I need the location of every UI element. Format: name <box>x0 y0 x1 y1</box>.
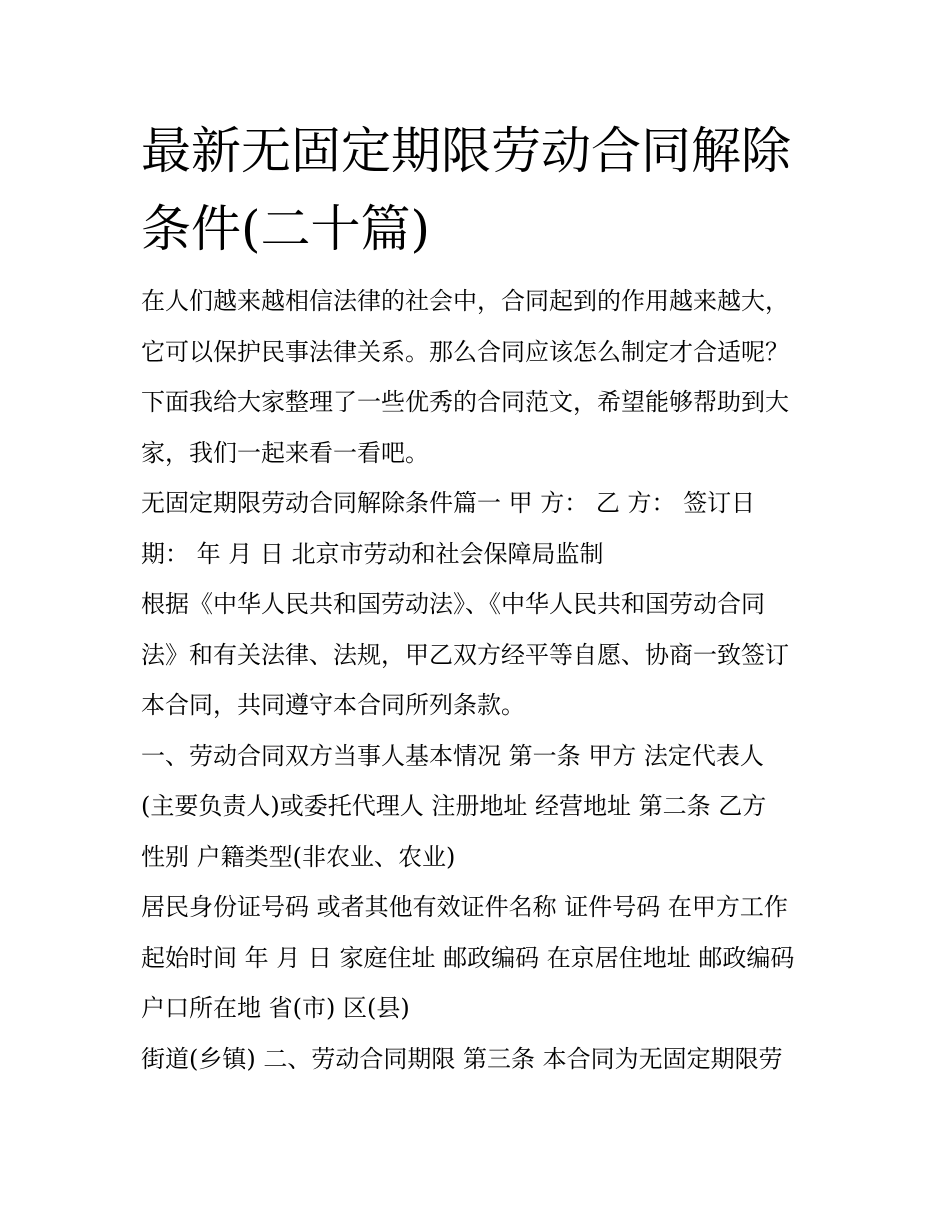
document-title <box>141 112 821 268</box>
text-line: 一、劳动合同双方当事人基本情况 第一条 甲方 法定代表人 <box>141 741 764 770</box>
document-body <box>141 276 821 1084</box>
text-line: 它可以保护民事法律关系。那么合同应该怎么制定才合适呢？ <box>141 337 789 366</box>
paragraph-identity-info <box>141 882 821 1034</box>
text-line: (主要负责人)或委托代理人 注册地址 经营地址 第二条 乙方 <box>141 792 767 820</box>
text-line: 根据《中华人民共和国劳动法》、《中华人民共和国劳动合同 <box>141 590 765 618</box>
title-line-1: 最新无固定期限劳动合同解除 <box>141 122 791 180</box>
text-line: 户口所在地 省(市) 区(县) <box>141 994 410 1022</box>
text-line: 起始时间 年 月 日 家庭住址 邮政编码 在京居住地址 邮政编码 <box>141 943 795 972</box>
text-line: 下面我给大家整理了一些优秀的合同范文，希望能够帮助到大 <box>141 388 789 416</box>
text-line: 无固定期限劳动合同解除条件篇一 甲 方： 乙 方： 签订日 <box>141 489 756 517</box>
text-line: 法》和有关法律、法规，甲乙双方经平等自愿、协商一致签订 <box>141 640 789 669</box>
text-line: 本合同，共同遵守本合同所列条款。 <box>141 691 525 719</box>
paragraph-section-one <box>141 731 821 883</box>
paragraph-legal-basis <box>141 579 821 731</box>
paragraph-contract-header <box>141 478 821 579</box>
text-line: 在人们越来越相信法律的社会中，合同起到的作用越来越大， <box>141 287 789 315</box>
text-line: 家，我们一起来看一看吧。 <box>141 438 429 467</box>
paragraph-section-two <box>141 1034 821 1085</box>
title-line-2: 条件(二十篇) <box>141 200 431 258</box>
text-line: 居民身份证号码 或者其他有效证件名称 证件号码 在甲方工作 <box>141 893 788 921</box>
text-line: 期： 年 月 日 北京市劳动和社会保障局监制 <box>141 539 604 568</box>
text-line: 街道(乡镇) 二、劳动合同期限 第三条 本合同为无固定期限劳 <box>141 1044 783 1073</box>
paragraph-intro <box>141 276 821 478</box>
text-line: 性别 户籍类型(非农业、农业) <box>141 842 456 871</box>
